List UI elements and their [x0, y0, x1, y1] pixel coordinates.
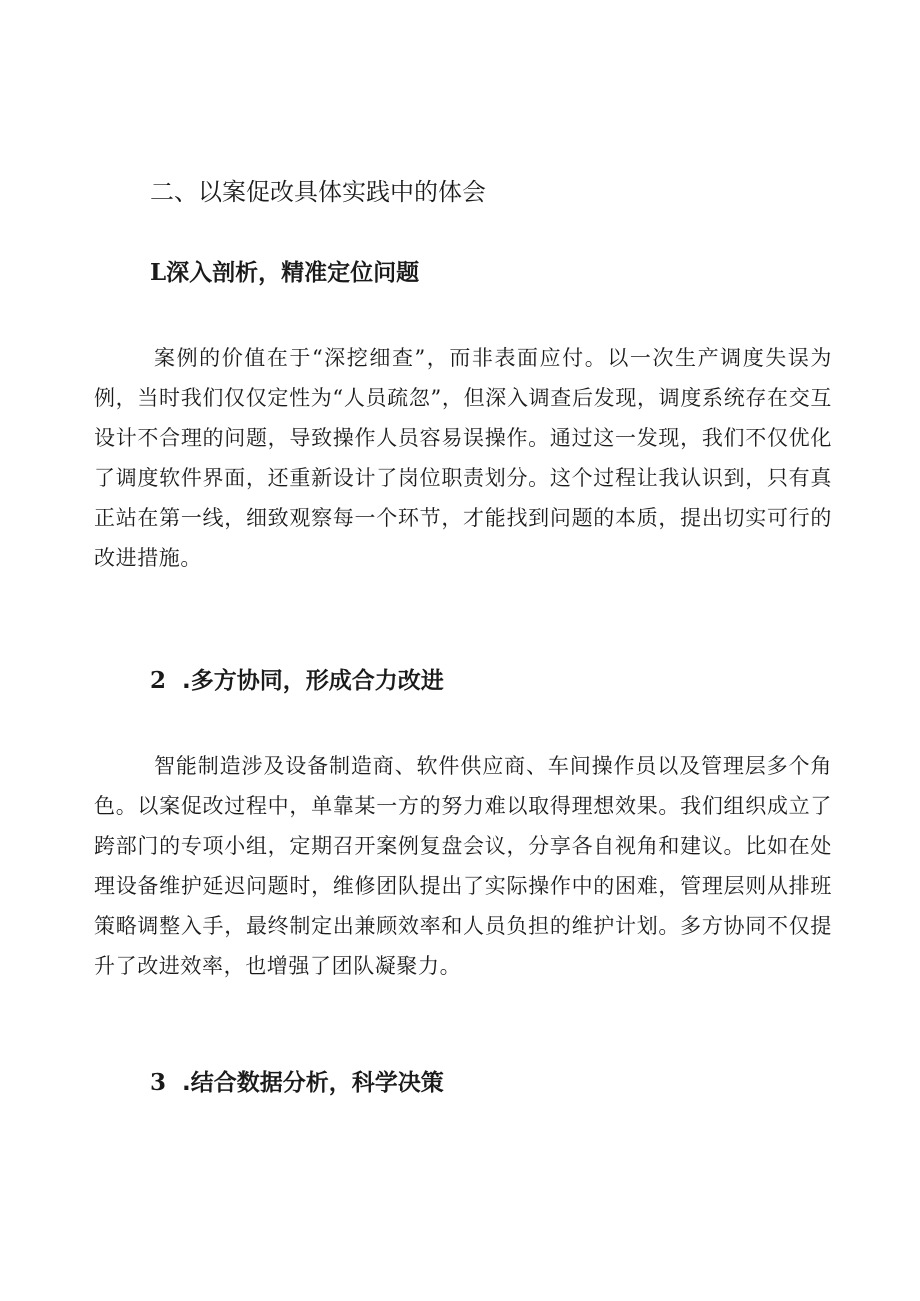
subsection-heading-3: [150, 1066, 444, 1100]
subsection-title-3: .结合数据分析，科学决策: [182, 1070, 444, 1096]
subsection-heading-1: [150, 256, 419, 290]
subsection-number-1: L: [150, 259, 167, 286]
section-title: 二、以案促改具体实践中的体会: [150, 178, 486, 206]
subsection-number-2: 2: [150, 667, 167, 694]
subsection-number-3: 3: [150, 1069, 167, 1096]
subsection-body-1: 案例的价值在于“深挖细查”，而非表面应付。以一次生产调度失误为例，当时我们仅仅定性为“人员疏忽”，但深入调查后发现，调度系统存在交互设计不合理的问题，导致操作人员容易误操作。通过这一发现，我们不仅优化了调度软件界面，还重新设计了岗位职责划分。这个过程让我认识到，只有真正站在第一线，细致观察每一个环节，才能找到问题的本质，提出切实可行的改进措施。: [94, 346, 832, 570]
subsection-body-2: 智能制造涉及设备制造商、软件供应商、车间操作员以及管理层多个角色。以案促改过程中，单靠某一方的努力难以取得理想效果。我们组织成立了跨部门的专项小组，定期召开案例复盘会议，分享各自视角和建议。比如在处理设备维护延迟问题时，维修团队提出了实际操作中的困难，管理层则从排班策略调整入手，最终制定出兼顾效率和人员负担的维护计划。多方协同不仅提升了改进效率，也增强了团队凝聚力。: [94, 754, 832, 978]
subsection-title-1: 深入剖析，精准定位问题: [166, 260, 420, 286]
subsection-heading-2: [150, 664, 444, 698]
subsection-title-2: .多方协同，形成合力改进: [182, 668, 444, 694]
